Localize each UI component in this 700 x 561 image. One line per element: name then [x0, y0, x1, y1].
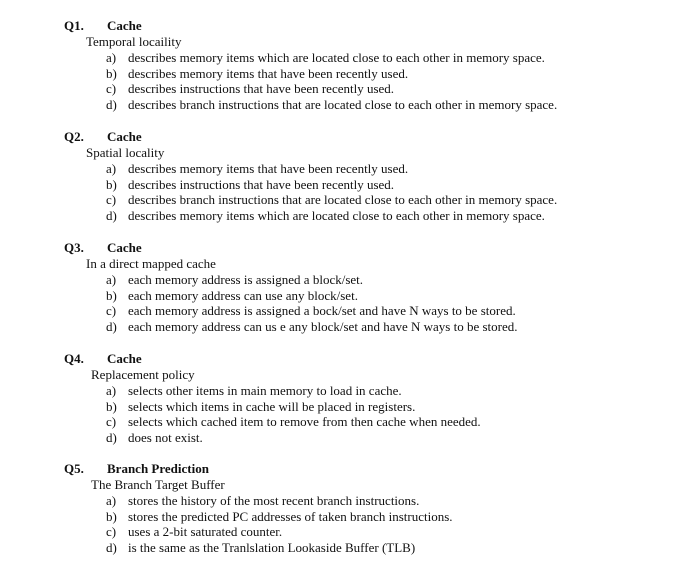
answer-option-d	[0, 430, 700, 446]
option-text: describes branch instructions that are located close to each other in memory space.	[128, 97, 558, 113]
option-text: describes memory items which are located close to each other in memory space.	[128, 208, 545, 224]
option-text: does not exist.	[128, 430, 203, 446]
option-text: stores the history of the most recent branch instructions.	[128, 493, 420, 508]
option-text: describes instructions that have been recently used.	[128, 176, 395, 192]
option-text: selects which items in cache will be placed in registers.	[128, 398, 416, 414]
answer-option-a	[0, 493, 700, 509]
question-4	[0, 351, 700, 446]
answer-option-a	[0, 383, 700, 399]
option-letter: a)	[106, 161, 117, 176]
question-topic: Branch Prediction	[107, 461, 209, 476]
question-stem: Replacement policy	[91, 367, 195, 382]
question-number: Q2.	[64, 129, 84, 144]
question-stem: Temporal locaility	[86, 34, 182, 49]
option-letter: c)	[106, 81, 117, 97]
question-header	[0, 461, 700, 477]
option-letter: b)	[106, 287, 117, 303]
option-letter: a)	[106, 493, 117, 508]
question-stem: In a direct mapped cache	[86, 256, 216, 271]
answer-option-d	[0, 208, 700, 224]
question-5	[0, 461, 700, 556]
option-text: each memory address is assigned a block/set.	[128, 272, 364, 287]
question-stem: The Branch Target Buffer	[91, 477, 225, 492]
option-text: describes memory items that have been recently used.	[128, 65, 409, 81]
option-letter: b)	[106, 398, 117, 414]
option-text: each memory address can us e any block/set and have N ways to be stored.	[128, 319, 518, 335]
option-letter: d)	[106, 319, 117, 335]
answer-option-b	[0, 66, 700, 82]
option-text: describes memory items which are located close to each other in memory space.	[128, 50, 545, 65]
answer-option-d	[0, 540, 700, 556]
question-number: Q4.	[64, 351, 84, 366]
option-letter: c)	[106, 524, 117, 540]
question-stem: Spatial locality	[86, 145, 165, 160]
option-letter: a)	[106, 383, 117, 398]
answer-option-c	[0, 303, 700, 319]
answer-option-a	[0, 272, 700, 288]
question-topic: Cache	[107, 351, 142, 366]
option-text: selects other items in main memory to load in cache.	[128, 383, 402, 398]
option-letter: d)	[106, 208, 117, 224]
question-3	[0, 240, 700, 335]
answer-option-d	[0, 319, 700, 335]
option-text: uses a 2-bit saturated counter.	[128, 524, 283, 540]
option-letter: d)	[106, 430, 117, 446]
question-header	[0, 240, 700, 256]
option-text: each memory address is assigned a bock/set and have N ways to be stored.	[128, 303, 516, 319]
option-letter: a)	[106, 50, 117, 65]
option-letter: c)	[106, 192, 117, 208]
option-letter: b)	[106, 65, 117, 81]
option-letter: d)	[106, 97, 117, 113]
question-header	[0, 351, 700, 367]
option-text: each memory address can use any block/set.	[128, 287, 358, 303]
option-text: describes memory items that have been recently used.	[128, 161, 409, 176]
answer-option-c	[0, 414, 700, 430]
option-text: stores the predicted PC addresses of taken branch instructions.	[128, 508, 453, 524]
answer-option-b	[0, 177, 700, 193]
option-letter: c)	[106, 303, 117, 319]
answer-option-b	[0, 509, 700, 525]
question-topic: Cache	[107, 240, 142, 255]
answer-option-b	[0, 288, 700, 304]
answer-option-c	[0, 524, 700, 540]
question-number: Q3.	[64, 240, 84, 255]
option-letter: b)	[106, 508, 117, 524]
answer-option-b	[0, 399, 700, 415]
question-number: Q5.	[64, 461, 84, 476]
option-text: is the same as the Tranlslation Lookaside Buffer (TLB)	[128, 540, 416, 556]
option-text: describes branch instructions that are located close to each other in memory space.	[128, 192, 558, 208]
question-topic: Cache	[107, 129, 142, 144]
option-text: describes instructions that have been recently used.	[128, 81, 395, 97]
option-letter: c)	[106, 414, 117, 430]
answer-option-c	[0, 81, 700, 97]
question-1	[0, 18, 700, 113]
option-letter: a)	[106, 272, 117, 287]
option-letter: b)	[106, 176, 117, 192]
answer-option-d	[0, 97, 700, 113]
option-letter: d)	[106, 540, 117, 556]
question-header	[0, 129, 700, 145]
answer-option-a	[0, 161, 700, 177]
question-topic: Cache	[107, 18, 142, 33]
question-header	[0, 18, 700, 34]
option-text: selects which cached item to remove from then cache when needed.	[128, 414, 481, 430]
question-2	[0, 129, 700, 224]
question-number: Q1.	[64, 18, 84, 33]
answer-option-a	[0, 50, 700, 66]
answer-option-c	[0, 192, 700, 208]
